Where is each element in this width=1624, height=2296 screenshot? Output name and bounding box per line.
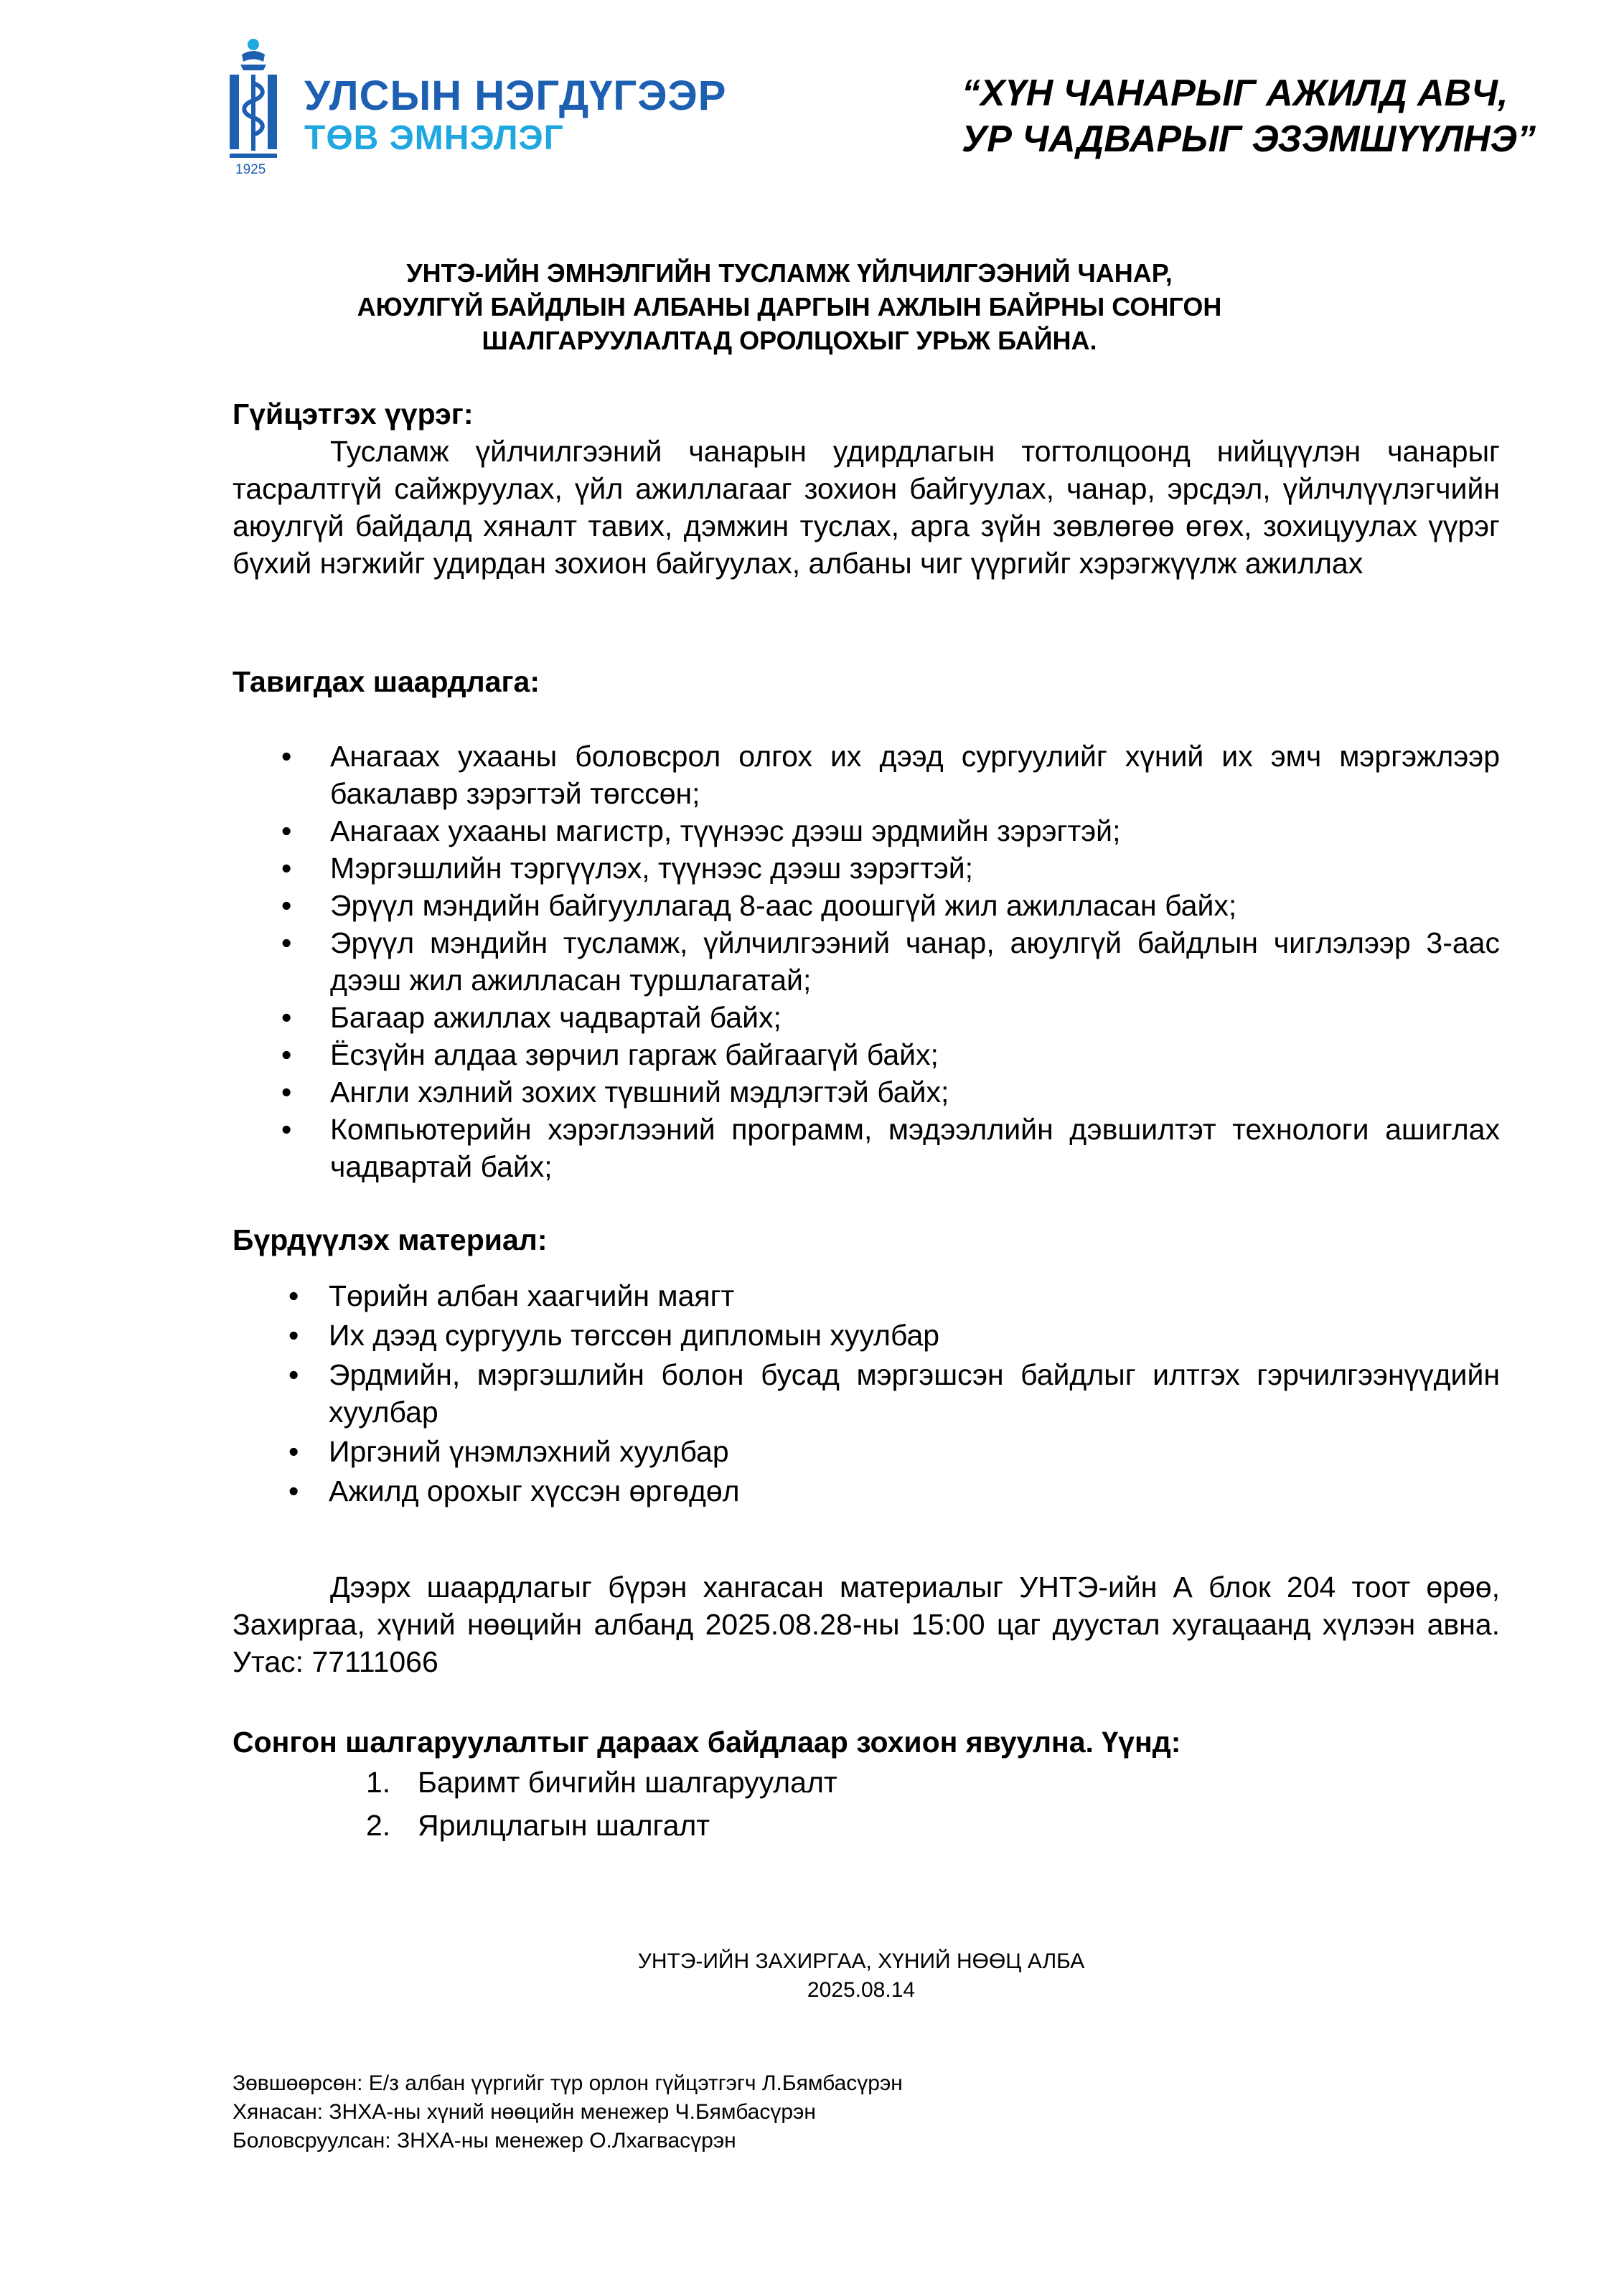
reviewed-by: Хянасан: ЗНХА-ны хүний нөөцийн менежер Ч.Бямбасүрэн (233, 2100, 816, 2124)
bullet-icon: • (288, 1474, 299, 1507)
list-item: • Ажилд орохыг хүссэн өргөдөл (233, 1472, 1500, 1510)
title-line1: УНТЭ-ИЙН ЭМНЭЛГИЙН ТУСЛАМЖ ҮЙЛЧИЛГЭЭНИЙ ЧАНАР, (406, 258, 1173, 288)
list-item: • Багаар ажиллах чадвартай байх; (233, 999, 1500, 1036)
bullet-icon: • (281, 1001, 292, 1034)
motto-line1: “ХҮН ЧАНАРЫГ АЖИЛД АВЧ, (962, 72, 1508, 114)
title-line2: АЮУЛГҮЙ БАЙДЛЫН АЛБАНЫ ДАРГЫН АЖЛЫН БАЙРНЫ СОНГОН (357, 292, 1222, 321)
bullet-icon: • (288, 1358, 299, 1391)
footer-date: 2025.08.14 (807, 1978, 916, 2002)
hospital-name-line1: УЛСЫН НЭГДҮГЭЭР (304, 72, 727, 119)
list-item: • Эрдмийн, мэргэшлийн болон бусад мэргэшсэн байдлыг илтгэх гэрчилгээнүүдийн хуулбар (233, 1356, 1500, 1431)
signatures (233, 2069, 903, 2155)
logo-year: 1925 (235, 162, 266, 177)
bullet-icon: • (281, 1113, 292, 1146)
list-item: • Анагаах ухааны магистр, түүнээс дээш эрдмийн зэрэгтэй; (233, 812, 1500, 850)
list-item: • Компьютерийн хэрэглээний программ, мэдээллийн дэвшилтэт технологи ашиглах чадвартай байх; (233, 1111, 1500, 1185)
list-item: • Төрийн албан хаагчийн маягт (233, 1277, 1500, 1314)
bullet-icon: • (288, 1319, 299, 1352)
requirements-heading: Тавигдах шаардлага: (233, 665, 540, 698)
list-item: • Мэргэшлийн тэргүүлэх, түүнээс дээш зэрэгтэй; (233, 850, 1500, 887)
materials-list (233, 1277, 1500, 1510)
bullet-icon: • (281, 1076, 292, 1109)
list-item: • Их дээд сургууль төгссөн дипломын хуулбар (233, 1317, 1500, 1354)
materials-heading: Бүрдүүлэх материал: (233, 1223, 548, 1256)
bullet-icon: • (288, 1435, 299, 1468)
submission-text: Дээрх шаардлагыг бүрэн хангасан материалыг УНТЭ-ийн А блок 204 тоот өрөө, Захиргаа, хүний нөөцийн албанд 2025.08.28-ны 15:00 цаг дуустал хугацаанд хүлээн авна. Утас: 77111066 (233, 1571, 1500, 1678)
bullet-icon: • (288, 1279, 299, 1312)
list-item: 1. Баримт бичгийн шалгаруулалт (366, 1766, 837, 1799)
submission-paragraph (233, 1568, 1500, 1680)
role-text: Тусламж үйлчилгээний чанарын удирдлагын тогтолцоонд нийцүүлэн чанарыг тасралтгүй сайжруулах, үйл ажиллагааг зохион байгуулах, чанар, эрсдэл, үйлчлүүлэгчийн аюулгүй байдалд хяналт тавих, дэмжин туслах, арга зүйн зөвлөгөө өгөх, зохицуулах үүрэг бүхий нэгжийг удирдан зохион байгуулах, албаны чиг үүргийг хэрэгжүүлж ажиллах (233, 435, 1500, 580)
selection-heading: Сонгон шалгаруулалтыг дараах байдлаар зохион явуулна. Үүнд: (233, 1726, 1181, 1759)
list-item: 2. Ярилцлагын шалгалт (366, 1809, 710, 1842)
prepared-by: Боловсруулсан: ЗНХА-ны менежер О.Лхагвасүрэн (233, 2129, 736, 2152)
selection-steps (366, 1761, 837, 1847)
hospital-emblem-icon (228, 37, 278, 164)
list-item: • Эрүүл мэндийн тусламж, үйлчилгээний чанар, аюулгүй байдлын чиглэлээр 3-аас дээш жил ажилласан туршлагатай; (233, 924, 1500, 999)
list-item: • Эрүүл мэндийн байгууллагад 8-аас доошгүй жил ажилласан байх; (233, 887, 1500, 924)
bullet-icon: • (281, 814, 292, 847)
bullet-icon: • (281, 740, 292, 773)
footer-office-name: УНТЭ-ИЙН ЗАХИРГАА, ХҮНИЙ НӨӨЦ АЛБА (637, 1949, 1085, 1973)
role-paragraph (233, 433, 1500, 582)
list-item: • Анагаах ухааны боловсрол олгох их дээд сургуулийг хүний их эмч мэргэжлээр бакалавр зэрэгтэй төгссөн; (233, 738, 1500, 812)
footer-office (502, 1947, 1220, 2005)
role-heading: Гүйцэтгэх үүрэг: (233, 397, 474, 430)
hospital-name-line2: ТӨВ ЭМНЭЛЭГ (304, 119, 564, 157)
list-item: • Иргэний үнэмлэхний хуулбар (233, 1433, 1500, 1470)
bullet-icon: • (281, 1038, 292, 1071)
document-title (230, 256, 1349, 357)
bullet-icon: • (281, 926, 292, 959)
bullet-icon: • (281, 852, 292, 885)
bullet-icon: • (281, 889, 292, 922)
list-item: • Англи хэлний зохих түвшний мэдлэгтэй байх; (233, 1073, 1500, 1111)
list-item: • Ёсзүйн алдаа зөрчил гаргаж байгаагүй байх; (233, 1036, 1500, 1073)
requirements-list (233, 738, 1500, 1185)
title-line3: ШАЛГАРУУЛАЛТАД ОРОЛЦОХЫГ УРЬЖ БАЙНА. (482, 326, 1097, 355)
motto (962, 70, 1536, 162)
approved-by: Зөвшөөрсөн: Е/з албан үүргийг түр орлон гүйцэтгэгч Л.Бямбасүрэн (233, 2071, 903, 2095)
motto-line2: УР ЧАДВАРЫГ ЭЗЭМШҮҮЛНЭ” (962, 118, 1536, 160)
